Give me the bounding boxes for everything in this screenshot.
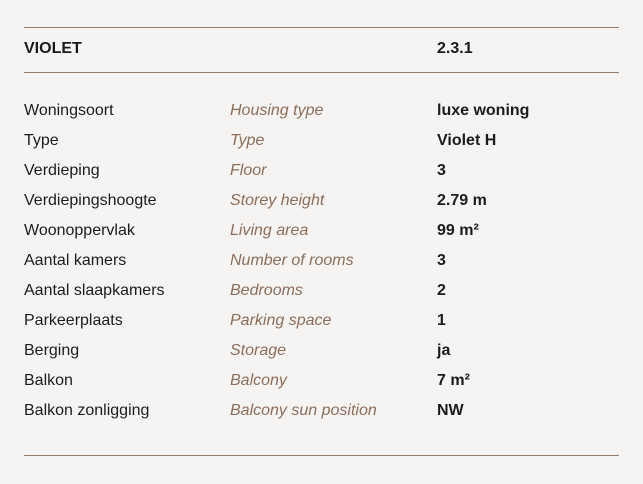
spec-label-english: Type (230, 132, 265, 149)
spec-row-storage (0, 340, 643, 370)
spec-row-number-of-rooms (0, 250, 643, 280)
spec-value: 99 m² (437, 222, 479, 239)
spec-header (0, 40, 643, 62)
unit-name: VIOLET (24, 40, 82, 57)
spec-label-dutch: Berging (24, 342, 80, 359)
spec-row-living-area (0, 220, 643, 250)
spec-label-english: Balcony (230, 372, 287, 389)
spec-label-dutch: Verdieping (24, 162, 100, 179)
spec-label-dutch: Parkeerplaats (24, 312, 123, 329)
spec-row-type (0, 130, 643, 160)
spec-row-storey-height (0, 190, 643, 220)
spec-value: 2.79 m (437, 192, 487, 209)
spec-value: 1 (437, 312, 446, 329)
spec-label-dutch: Verdiepingshoogte (24, 192, 157, 209)
spec-label-english: Parking space (230, 312, 332, 329)
spec-row-housing-type (0, 100, 643, 130)
spec-label-dutch: Balkon (24, 372, 73, 389)
spec-label-dutch: Balkon zonligging (24, 402, 150, 419)
spec-row-balcony (0, 370, 643, 400)
spec-value: ja (437, 342, 451, 359)
spec-row-bedrooms (0, 280, 643, 310)
spec-value: NW (437, 402, 464, 419)
spec-label-dutch: Woningsoort (24, 102, 114, 119)
spec-label-english: Housing type (230, 102, 324, 119)
spec-label-english: Living area (230, 222, 309, 239)
spec-value: Violet H (437, 132, 497, 149)
spec-table (0, 100, 643, 430)
spec-label-dutch: Type (24, 132, 59, 149)
spec-label-english: Number of rooms (230, 252, 354, 269)
spec-label-english: Balcony sun position (230, 402, 377, 419)
spec-label-dutch: Woonoppervlak (24, 222, 135, 239)
spec-label-english: Floor (230, 162, 267, 179)
spec-label-english: Storey height (230, 192, 325, 209)
spec-value: 7 m² (437, 372, 470, 389)
spec-value: 2 (437, 282, 446, 299)
spec-label-dutch: Aantal kamers (24, 252, 127, 269)
spec-row-balcony-sun-position (0, 400, 643, 430)
bottom-divider (24, 455, 619, 456)
spec-value: luxe woning (437, 102, 530, 119)
spec-value: 3 (437, 252, 446, 269)
spec-row-floor (0, 160, 643, 190)
spec-value: 3 (437, 162, 446, 179)
spec-label-english: Storage (230, 342, 287, 359)
spec-label-dutch: Aantal slaapkamers (24, 282, 165, 299)
unit-number: 2.3.1 (437, 40, 473, 57)
top-divider (24, 27, 619, 28)
header-divider (24, 72, 619, 73)
spec-row-parking-space (0, 310, 643, 340)
spec-label-english: Bedrooms (230, 282, 303, 299)
